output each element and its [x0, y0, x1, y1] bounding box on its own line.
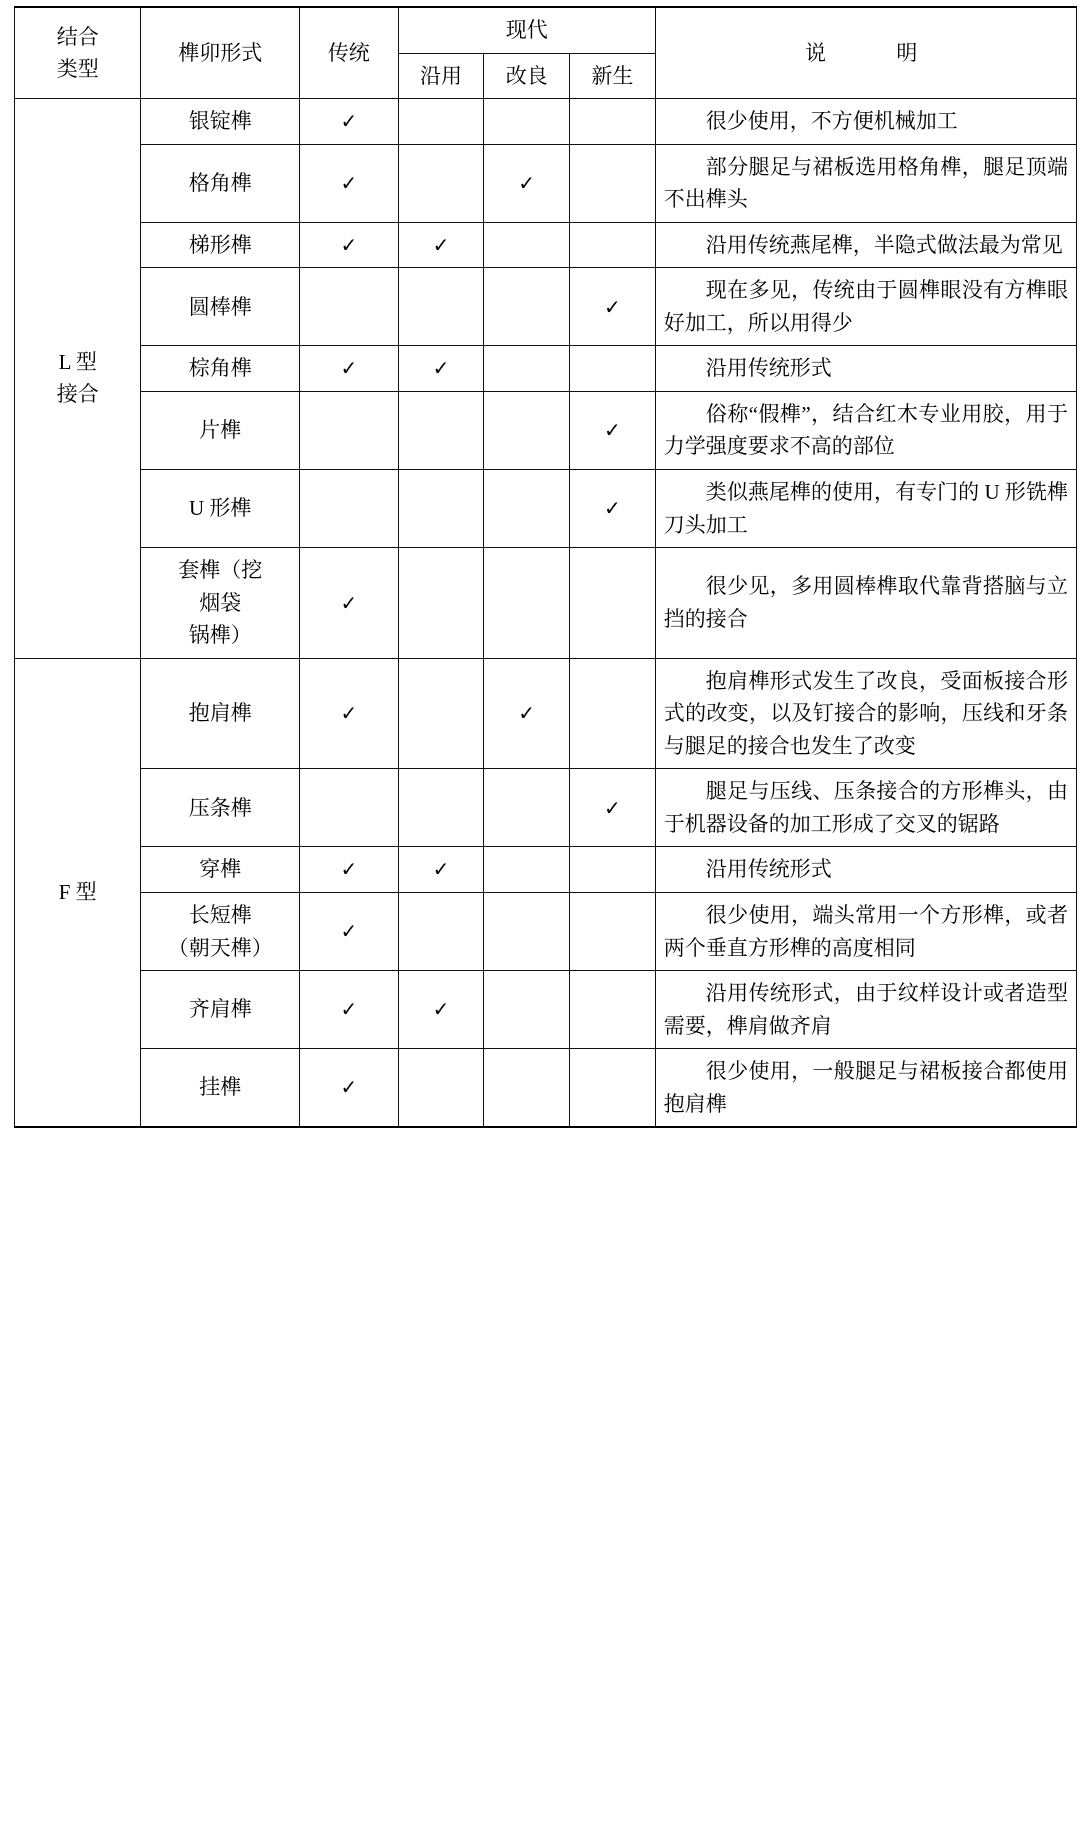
table-row: [15, 769, 1077, 847]
modern-improve-cell: [484, 893, 570, 971]
table-row: [15, 222, 1077, 268]
traditional-cell: [300, 971, 399, 1049]
modern-keep-cell: [398, 391, 484, 469]
modern-keep-cell: [398, 1049, 484, 1128]
modern-new-cell: [570, 1049, 656, 1128]
header-modern-new: 新生: [570, 53, 656, 99]
table-row: [15, 893, 1077, 971]
description-cell: 很少使用，一般腿足与裙板接合都使用抱肩榫: [655, 1049, 1076, 1128]
tenon-form-cell: [141, 548, 300, 659]
modern-keep-cell: [398, 971, 484, 1049]
modern-improve-cell: [484, 769, 570, 847]
description-cell: 沿用传统形式: [655, 346, 1076, 392]
table-row: [15, 144, 1077, 222]
modern-new-cell: [570, 99, 656, 145]
description-cell: 抱肩榫形式发生了改良，受面板接合形式的改变，以及钉接合的影响，压线和牙条与腿足的接合也发生了改变: [655, 658, 1076, 769]
check-icon: ✓: [340, 703, 358, 726]
modern-improve-cell: [484, 144, 570, 222]
tenon-form-cell: [141, 893, 300, 971]
modern-improve-cell: [484, 391, 570, 469]
join-type-cell: [15, 99, 141, 659]
modern-improve-cell: [484, 658, 570, 769]
check-icon: ✓: [340, 921, 358, 944]
modern-improve-cell: [484, 346, 570, 392]
description-cell: 很少使用，端头常用一个方形榫，或者两个垂直方形榫的高度相同: [655, 893, 1076, 971]
modern-improve-cell: [484, 1049, 570, 1128]
table-row: [15, 391, 1077, 469]
traditional-cell: [300, 391, 399, 469]
table-row: [15, 268, 1077, 346]
check-icon: ✓: [340, 234, 358, 257]
modern-new-cell: [570, 847, 656, 893]
table-body: [15, 99, 1077, 1128]
traditional-cell: [300, 268, 399, 346]
header-join-type-line1: 结合: [56, 24, 99, 49]
tenon-form-line: 长短榫: [188, 903, 252, 928]
traditional-cell: [300, 548, 399, 659]
tenon-form-line: 烟袋: [199, 590, 242, 615]
modern-improve-cell: [484, 847, 570, 893]
description-cell: 腿足与压线、压条接合的方形榫头，由于机器设备的加工形成了交叉的锯路: [655, 769, 1076, 847]
traditional-cell: [300, 658, 399, 769]
table-row: [15, 971, 1077, 1049]
check-icon: ✓: [340, 172, 358, 195]
tenon-form-cell: U 形榫: [141, 470, 300, 548]
check-icon: ✓: [604, 420, 621, 443]
modern-new-cell: [570, 548, 656, 659]
modern-new-cell: [570, 470, 656, 548]
modern-new-cell: [570, 893, 656, 971]
table-row: [15, 1049, 1077, 1128]
header-modern-improve: 改良: [484, 53, 570, 99]
tenon-form-cell: 挂榫: [141, 1049, 300, 1128]
join-type-line1: F 型: [58, 880, 97, 905]
tenon-form-line: 套榫（挖: [178, 558, 263, 583]
modern-keep-cell: [398, 470, 484, 548]
tenon-form-cell: 格角榫: [141, 144, 300, 222]
description-cell: 沿用传统形式: [655, 847, 1076, 893]
modern-keep-cell: [398, 268, 484, 346]
description-cell: 很少使用，不方便机械加工: [655, 99, 1076, 145]
table-row: [15, 548, 1077, 659]
tenon-form-line: （朝天榫）: [167, 935, 273, 960]
header-tenon-form: 榫卯形式: [141, 7, 300, 99]
check-icon: ✓: [432, 234, 450, 257]
description-cell: 很少见，多用圆棒榫取代靠背搭脑与立挡的接合: [655, 548, 1076, 659]
check-icon: ✓: [604, 296, 621, 319]
modern-new-cell: [570, 268, 656, 346]
tenon-form-cell: 片榫: [141, 391, 300, 469]
modern-improve-cell: [484, 222, 570, 268]
traditional-cell: [300, 222, 399, 268]
modern-improve-cell: [484, 548, 570, 659]
modern-keep-cell: [398, 144, 484, 222]
traditional-cell: [300, 144, 399, 222]
header-description: 说 明: [655, 7, 1076, 99]
check-icon: ✓: [340, 358, 358, 381]
modern-new-cell: [570, 971, 656, 1049]
modern-improve-cell: [484, 470, 570, 548]
join-type-cell: [15, 658, 141, 1127]
header-join-type-line2: 类型: [56, 57, 99, 82]
join-type-line2: 接合: [56, 382, 99, 407]
tenon-form-cell: 压条榫: [141, 769, 300, 847]
modern-keep-cell: [398, 847, 484, 893]
table-row: [15, 99, 1077, 145]
check-icon: ✓: [340, 592, 358, 615]
traditional-cell: [300, 470, 399, 548]
header-modern-keep: 沿用: [398, 53, 484, 99]
header-modern: 现代: [398, 7, 655, 53]
table-row: [15, 847, 1077, 893]
check-icon: ✓: [340, 1077, 358, 1100]
description-cell: 沿用传统燕尾榫，半隐式做法最为常见: [655, 222, 1076, 268]
traditional-cell: [300, 346, 399, 392]
check-icon: ✓: [340, 999, 358, 1022]
description-cell: 俗称“假榫”，结合红木专业用胶，用于力学强度要求不高的部位: [655, 391, 1076, 469]
modern-improve-cell: [484, 99, 570, 145]
traditional-cell: [300, 1049, 399, 1128]
tenon-form-cell: 穿榫: [141, 847, 300, 893]
check-icon: ✓: [518, 703, 536, 726]
check-icon: ✓: [340, 859, 358, 882]
check-icon: ✓: [432, 859, 450, 882]
table-header: [15, 7, 1077, 99]
modern-keep-cell: [398, 658, 484, 769]
modern-keep-cell: [398, 222, 484, 268]
description-cell: 部分腿足与裙板选用格角榫，腿足顶端不出榫头: [655, 144, 1076, 222]
modern-new-cell: [570, 658, 656, 769]
modern-improve-cell: [484, 971, 570, 1049]
description-cell: 现在多见，传统由于圆榫眼没有方榫眼好加工，所以用得少: [655, 268, 1076, 346]
modern-new-cell: [570, 222, 656, 268]
tenon-form-cell: 齐肩榫: [141, 971, 300, 1049]
header-join-type: [15, 7, 141, 99]
traditional-cell: [300, 99, 399, 145]
table-row: [15, 470, 1077, 548]
check-icon: ✓: [340, 111, 358, 134]
description-cell: 沿用传统形式，由于纹样设计或者造型需要，榫肩做齐肩: [655, 971, 1076, 1049]
tenon-form-cell: 梯形榫: [141, 222, 300, 268]
check-icon: ✓: [432, 358, 450, 381]
modern-new-cell: [570, 391, 656, 469]
check-icon: ✓: [604, 498, 621, 521]
tenon-form-cell: 棕角榫: [141, 346, 300, 392]
modern-keep-cell: [398, 769, 484, 847]
tenon-form-cell: 抱肩榫: [141, 658, 300, 769]
check-icon: ✓: [604, 797, 621, 820]
table-row: [15, 346, 1077, 392]
description-cell: 类似燕尾榫的使用，有专门的 U 形铣榫刀头加工: [655, 470, 1076, 548]
traditional-cell: [300, 893, 399, 971]
join-type-line1: L 型: [58, 349, 97, 374]
modern-keep-cell: [398, 893, 484, 971]
check-icon: ✓: [518, 172, 536, 195]
header-traditional: 传统: [300, 7, 399, 99]
traditional-cell: [300, 769, 399, 847]
check-icon: ✓: [432, 999, 450, 1022]
modern-new-cell: [570, 144, 656, 222]
modern-keep-cell: [398, 99, 484, 145]
tenon-form-cell: 银锭榫: [141, 99, 300, 145]
joinery-table: [14, 6, 1077, 1128]
modern-new-cell: [570, 769, 656, 847]
tenon-form-line: 锅榫）: [188, 623, 252, 648]
tenon-form-cell: 圆棒榫: [141, 268, 300, 346]
modern-improve-cell: [484, 268, 570, 346]
traditional-cell: [300, 847, 399, 893]
table-row: [15, 658, 1077, 769]
modern-keep-cell: [398, 548, 484, 659]
modern-new-cell: [570, 346, 656, 392]
modern-keep-cell: [398, 346, 484, 392]
